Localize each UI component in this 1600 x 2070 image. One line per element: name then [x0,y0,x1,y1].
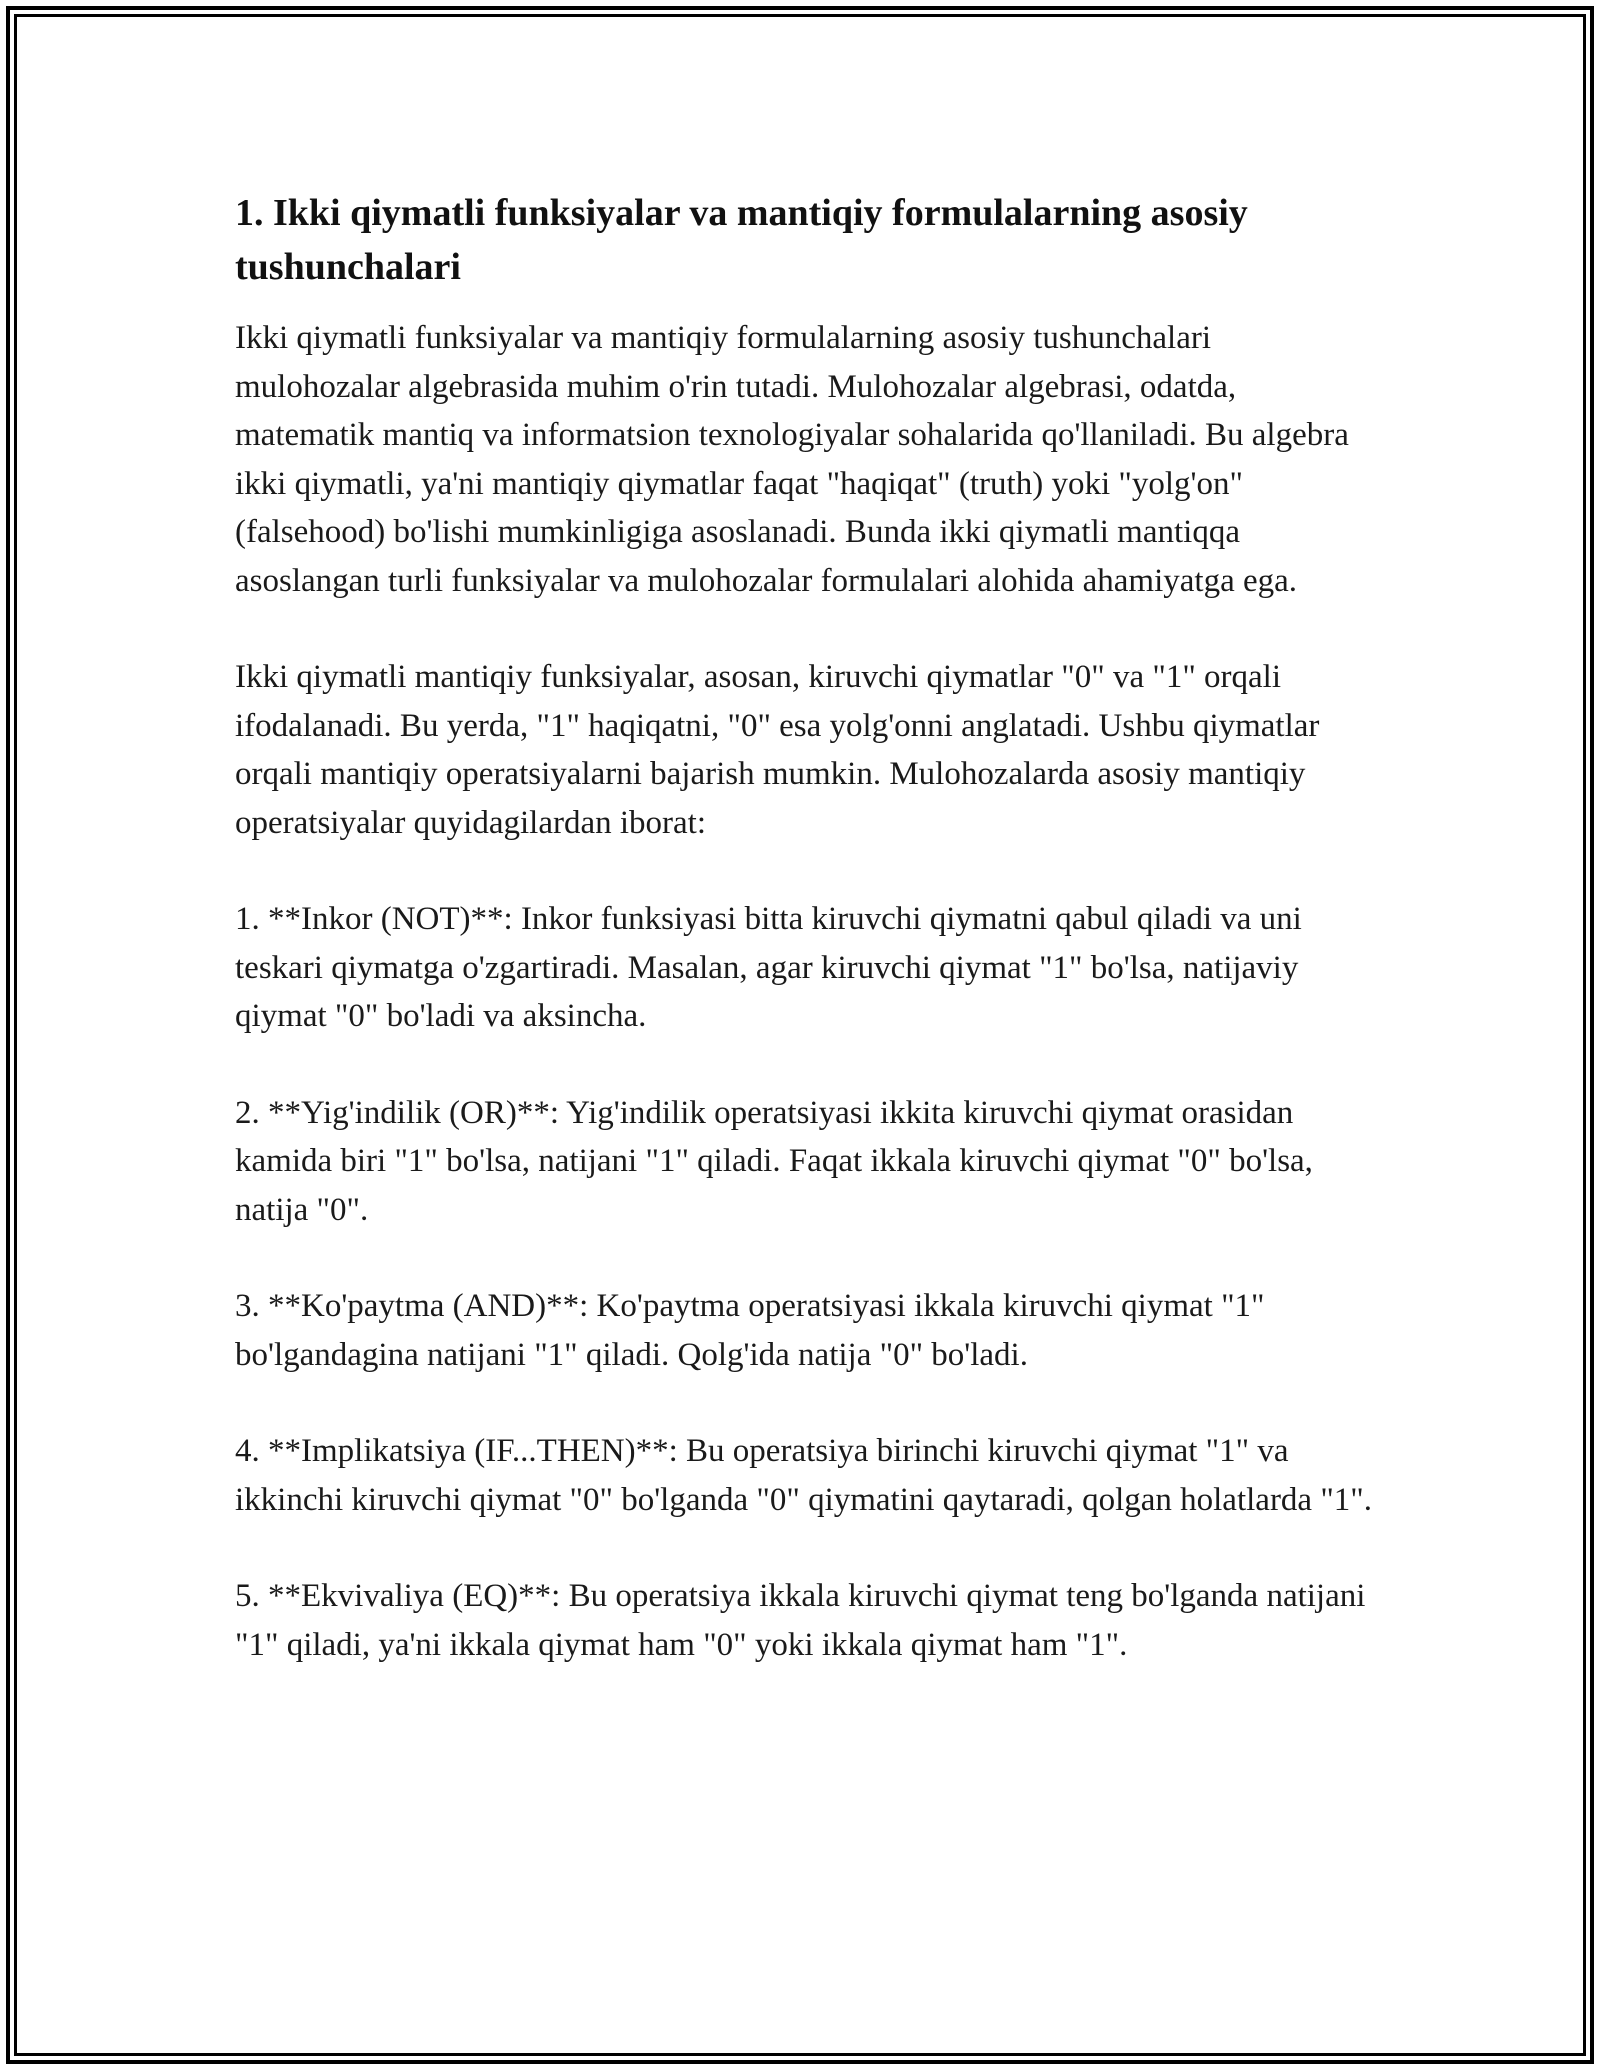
list-item-implication: 4. **Implikatsiya (IF...THEN)**: Bu operatsiya birinchi kiruvchi qiymat "1" va ikkinchi kiruvchi qiymat "0" bo'lganda "0" qiymatini qaytaradi, qolgan holatlarda "1". [235,1433,1373,1518]
list-item-not: 1. **Inkor (NOT)**: Inkor funksiyasi bitta kiruvchi qiymatni qabul qiladi va uni teskari qiymatga o'zgartiradi. Masalan, agar kiruvchi qiymat "1" bo'lsa, natijaviy qiymat "0" bo'ladi va aksincha. [235,901,1302,1034]
list-item-equivalence: 5. **Ekvivaliya (EQ)**: Bu operatsiya ikkala kiruvchi qiymat teng bo'lganda natijani "1" qiladi, ya'ni ikkala qiymat ham "0" yoki ikkala qiymat ham "1". [235,1578,1366,1663]
paragraph-values: Ikki qiymatli mantiqiy funksiyalar, asosan, kiruvchi qiymatlar "0" va "1" orqali ifodalanadi. Bu yerda, "1" haqiqatni, "0" esa yolg'onni anglatadi. Ushbu qiymatlar orqali mantiqiy operatsiyalarni bajarish mumkin. Mulohozalarda asosiy mantiqiy operatsiyalar quyidagilardan iborat: [235,659,1320,841]
list-item-or: 2. **Yig'indilik (OR)**: Yig'indilik operatsiyasi ikkita kiruvchi qiymat orasidan kamida biri "1" bo'lsa, natijani "1" qiladi. Faqat ikkala kiruvchi qiymat "0" bo'lsa, natija "0". [235,1094,1313,1228]
document-body [235,186,1375,1669]
list-item-and: 3. **Ko'paytma (AND)**: Ko'paytma operatsiyasi ikkala kiruvchi qiymat "1" bo'lgandagina natijani "1" qiladi. Qolg'ida natija "0" bo'ladi. [235,1288,1265,1373]
section-title: 1. Ikki qiymatli funksiyalar va mantiqiy formulalarning asosiy tushunchalari [235,192,1248,288]
paragraph-intro: Ikki qiymatli funksiyalar va mantiqiy formulalarning asosiy tushunchalari mulohozalar algebrasida muhim o'rin tutadi. Mulohozalar algebrasi, odatda, matematik mantiq va informatsion texnologiyalar sohalarida qo'llaniladi. Bu algebra ikki qiymatli, ya'ni mantiqiy qiymatlar faqat "haqiqat" (truth) yoki "yolg'on" (falsehood) bo'lishi mumkinligiga asoslanadi. Bunda ikki qiymatli mantiqqa asoslangan turli funksiyalar va mulohozalar formulalari alohida ahamiyatga ega. [235,320,1349,599]
